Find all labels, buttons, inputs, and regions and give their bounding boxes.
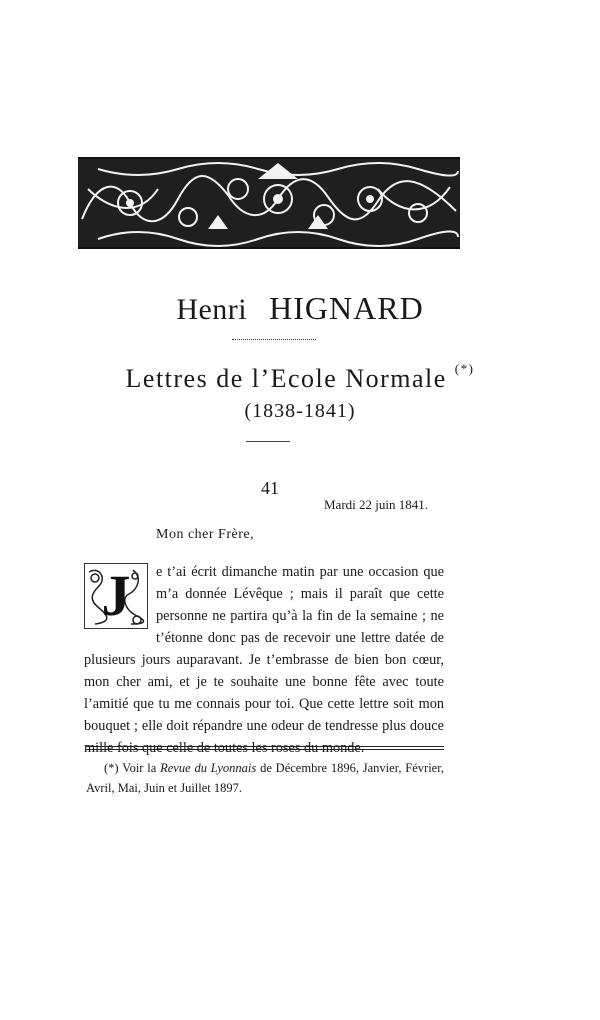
footnote-text-before: Voir la <box>122 761 157 775</box>
author-first-name: Henri <box>176 293 248 326</box>
author-last-name: HIGNARD <box>269 290 424 326</box>
author-rule <box>232 339 316 340</box>
title-rule <box>246 441 290 442</box>
letter-body <box>84 561 444 759</box>
title-footnote-marker: (*) <box>454 361 475 377</box>
author-name <box>0 290 600 327</box>
footnote <box>86 758 444 798</box>
letter-salutation: Mon cher Frère, <box>156 527 255 542</box>
work-dates: (1838-1841) <box>244 400 356 422</box>
letter-number: 41 <box>261 478 279 498</box>
footnote-marker: (*) <box>104 761 119 775</box>
dropcap-ornament <box>84 563 148 629</box>
ornamental-headpiece <box>78 157 460 249</box>
work-title <box>0 361 600 394</box>
letter-body-text: e t’ai écrit dimanche matin par une occasion que m’a donnée Lévêque ; mais il paraît que cette personne ne partira qu’à la fin de la semaine ; ne t’étonne donc pas de recevoir une lettre datée de plusieurs jours auparavant. Je t’embrasse de bien bon cœur, mon cher ami, et je te souhaite une bonne fête avec toute l’amitié que tu me connais pour toi. Que cette lettre soit mon bouquet ; elle doit répandre une odeur de tendresse plus douce mille fois que celle de toutes les roses du monde. <box>84 564 444 756</box>
footnote-journal: Revue du Lyonnais <box>160 761 257 775</box>
letter-date: Mardi 22 juin 1841. <box>324 497 428 512</box>
footnote-text-after: de Décembre 1896, Janvier, Février, Avril, Mai, Juin et Juillet 1897. <box>86 761 445 795</box>
work-title-text: Lettres de l’Ecole Normale <box>125 364 447 393</box>
ornament-scroll-icon <box>78 159 460 247</box>
footnote-rule <box>86 746 444 747</box>
dropcap-letter: J <box>101 563 131 628</box>
footnote-rule-second <box>86 749 444 750</box>
